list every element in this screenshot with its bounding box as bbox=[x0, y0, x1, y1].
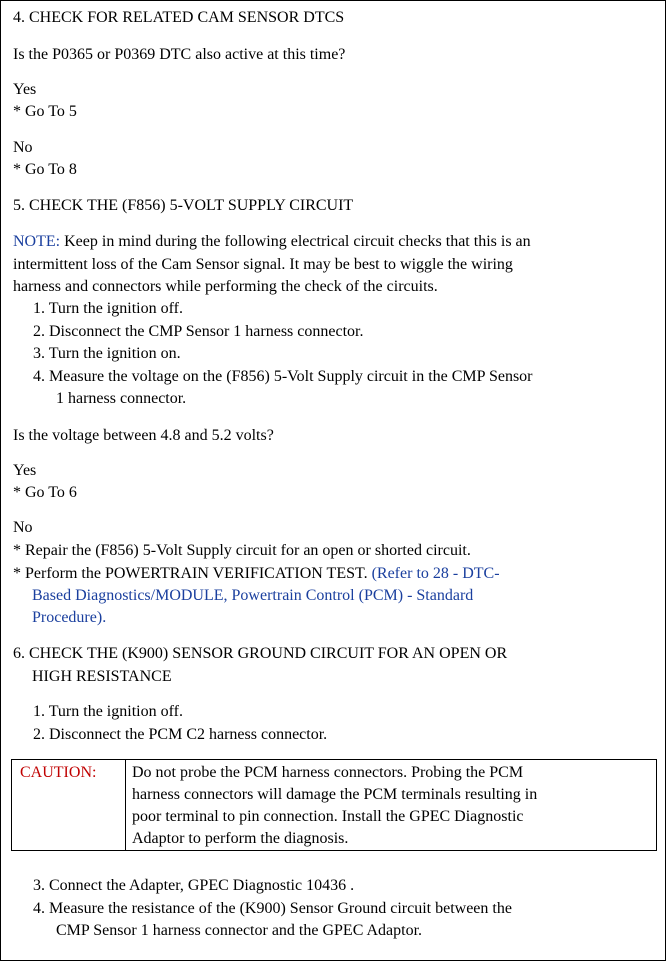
note-line-1 bbox=[13, 232, 531, 251]
refer-link-continued[interactable]: Procedure). bbox=[32, 609, 107, 626]
caution-box bbox=[11, 759, 657, 851]
list-item-continued: 1 harness connector. bbox=[56, 390, 187, 407]
note-label: NOTE: bbox=[13, 233, 61, 250]
list-item-continued: CMP Sensor 1 harness connector and the GPEC Adaptor. bbox=[56, 922, 423, 939]
list-item: 4. Measure the voltage on the (F856) 5-Volt Supply circuit in the CMP Sensor bbox=[33, 368, 533, 385]
caution-text-line: harness connectors will damage the PCM terminals resulting in bbox=[132, 786, 538, 803]
step4-yes-action: * Go To 5 bbox=[13, 103, 77, 120]
note-line-2: intermittent loss of the Cam Sensor signal. It may be best to wiggle the wiring bbox=[13, 256, 513, 273]
step4-heading: 4. CHECK FOR RELATED CAM SENSOR DTCS bbox=[13, 9, 345, 26]
caution-divider bbox=[125, 760, 126, 850]
note-text-1: Keep in mind during the following electrical circuit checks that this is an bbox=[60, 233, 531, 250]
step4-yes-label: Yes bbox=[13, 81, 37, 98]
list-item: 1. Turn the ignition off. bbox=[33, 300, 183, 317]
list-item: 2. Disconnect the CMP Sensor 1 harness connector. bbox=[33, 323, 364, 340]
step6-heading-line-1: 6. CHECK THE (K900) SENSOR GROUND CIRCUIT FOR AN OPEN OR bbox=[13, 645, 508, 662]
step4-no-label: No bbox=[13, 139, 33, 156]
step5-heading: 5. CHECK THE (F856) 5-VOLT SUPPLY CIRCUIT bbox=[13, 197, 354, 214]
list-item: 1. Turn the ignition off. bbox=[33, 703, 183, 720]
caution-text-line: Adaptor to perform the diagnosis. bbox=[132, 830, 349, 847]
caution-text-line: Do not probe the PCM harness connectors. Probing the PCM bbox=[132, 764, 524, 781]
step5-no-action-1: * Repair the (F856) 5-Volt Supply circuit for an open or shorted circuit. bbox=[13, 542, 471, 559]
step5-no-label: No bbox=[13, 519, 33, 536]
step5-no-action-2 bbox=[13, 564, 500, 583]
note-line-3: harness and connectors while performing the check of the circuits. bbox=[13, 278, 438, 295]
step6-heading-line-2: HIGH RESISTANCE bbox=[32, 668, 172, 685]
step5-yes-label: Yes bbox=[13, 462, 37, 479]
step5-question: Is the voltage between 4.8 and 5.2 volts? bbox=[13, 427, 274, 444]
step5-yes-action: * Go To 6 bbox=[13, 484, 77, 501]
step4-question: Is the P0365 or P0369 DTC also active at this time? bbox=[13, 46, 346, 63]
list-item: 2. Disconnect the PCM C2 harness connector. bbox=[33, 726, 328, 743]
refer-link-continued[interactable]: Based Diagnostics/MODULE, Powertrain Control (PCM) - Standard bbox=[32, 587, 474, 604]
list-item: 3. Turn the ignition on. bbox=[33, 345, 181, 362]
list-item: 3. Connect the Adapter, GPEC Diagnostic 10436 . bbox=[33, 877, 355, 894]
refer-link[interactable]: (Refer to 28 - DTC- bbox=[371, 565, 500, 582]
caution-text-line: poor terminal to pin connection. Install the GPEC Diagnostic bbox=[132, 808, 524, 825]
list-item: 4. Measure the resistance of the (K900) Sensor Ground circuit between the bbox=[33, 900, 512, 917]
step4-no-action: * Go To 8 bbox=[13, 161, 77, 178]
verification-text: * Perform the POWERTRAIN VERIFICATION TEST. bbox=[13, 565, 372, 582]
caution-label: CAUTION: bbox=[20, 764, 97, 781]
